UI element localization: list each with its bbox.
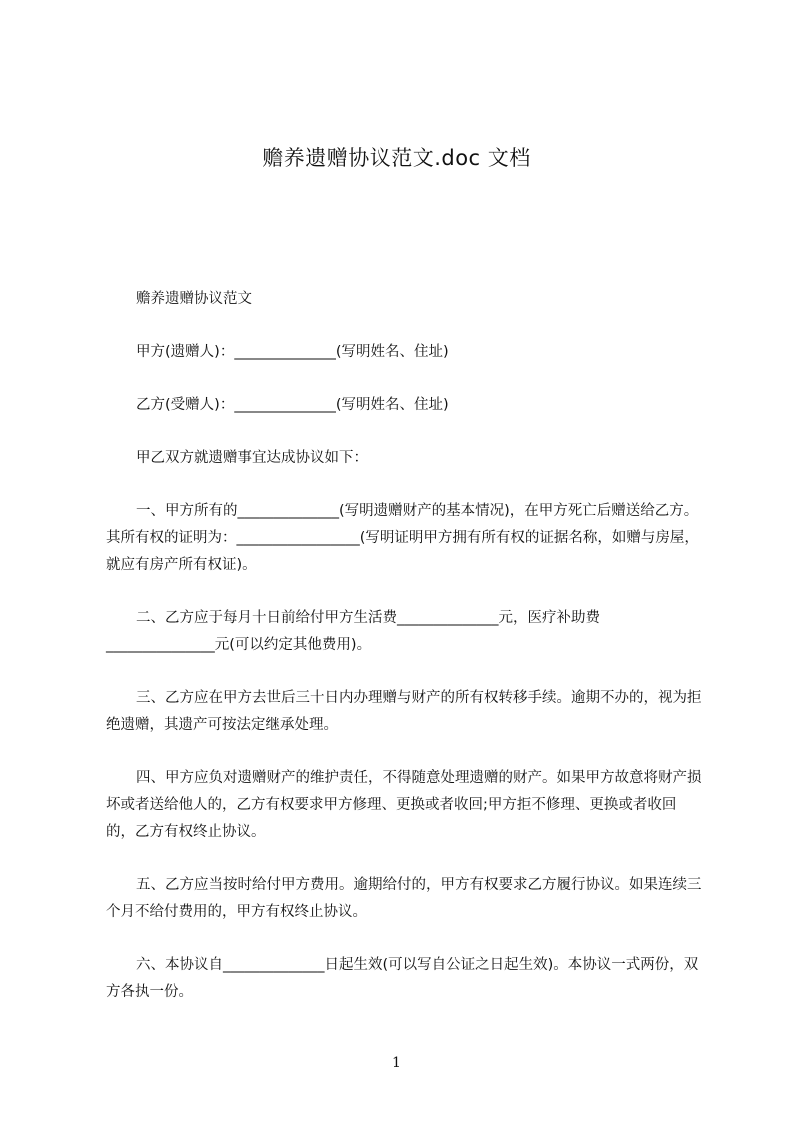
paragraph-clause-1: 一、甲方所有的______________(写明遗赠财产的基本情况)，在甲方死亡后赠送给乙方。其所有权的证明为：_________________(写明证明甲方拥有所有权的证据名称，如赠与房屋，就应有房产所有权证)。 bbox=[106, 503, 699, 573]
paragraph-heading: 赡养遗赠协议范文 bbox=[136, 291, 252, 307]
paragraph-clause-4: 四、甲方应负对遗赠财产的维护责任，不得随意处理遗赠的财产。如果甲方故意将财产损坏或者送给他人的，乙方有权要求甲方修理、更换或者收回;甲方拒不修理、更换或者收回的，乙方有权终止协议。 bbox=[106, 770, 702, 840]
paragraph-clause-2: 二、乙方应于每月十日前给付甲方生活费______________元，医疗补助费_______________元(可以约定其他费用)。 bbox=[106, 610, 600, 653]
paragraph-clause-5: 五、乙方应当按时给付甲方费用。逾期给付的，甲方有权要求乙方履行协议。如果连续三个月不给付费用的，甲方有权终止协议。 bbox=[106, 877, 702, 920]
page-number: 1 bbox=[392, 1055, 401, 1071]
paragraph-preamble: 甲乙双方就遗赠事宜达成协议如下： bbox=[136, 450, 368, 466]
document-body bbox=[106, 286, 704, 1032]
paragraph-party-a: 甲方(遗赠人)：______________(写明姓名、住址) bbox=[136, 344, 449, 360]
paragraph-clause-6: 六、本协议自______________日起生效(可以写自公证之日起生效)。本协议一式两份，双方各执一份。 bbox=[106, 957, 699, 1000]
paragraph-clause-3: 三、乙方应在甲方去世后三十日内办理赠与财产的所有权转移手续。逾期不办的，视为拒绝遗赠，其遗产可按法定继承处理。 bbox=[106, 690, 702, 733]
paragraph-party-b: 乙方(受赠人)：______________(写明姓名、住址) bbox=[136, 397, 449, 413]
document-title: 赡养遗赠协议范文.doc 文档 bbox=[262, 146, 531, 170]
